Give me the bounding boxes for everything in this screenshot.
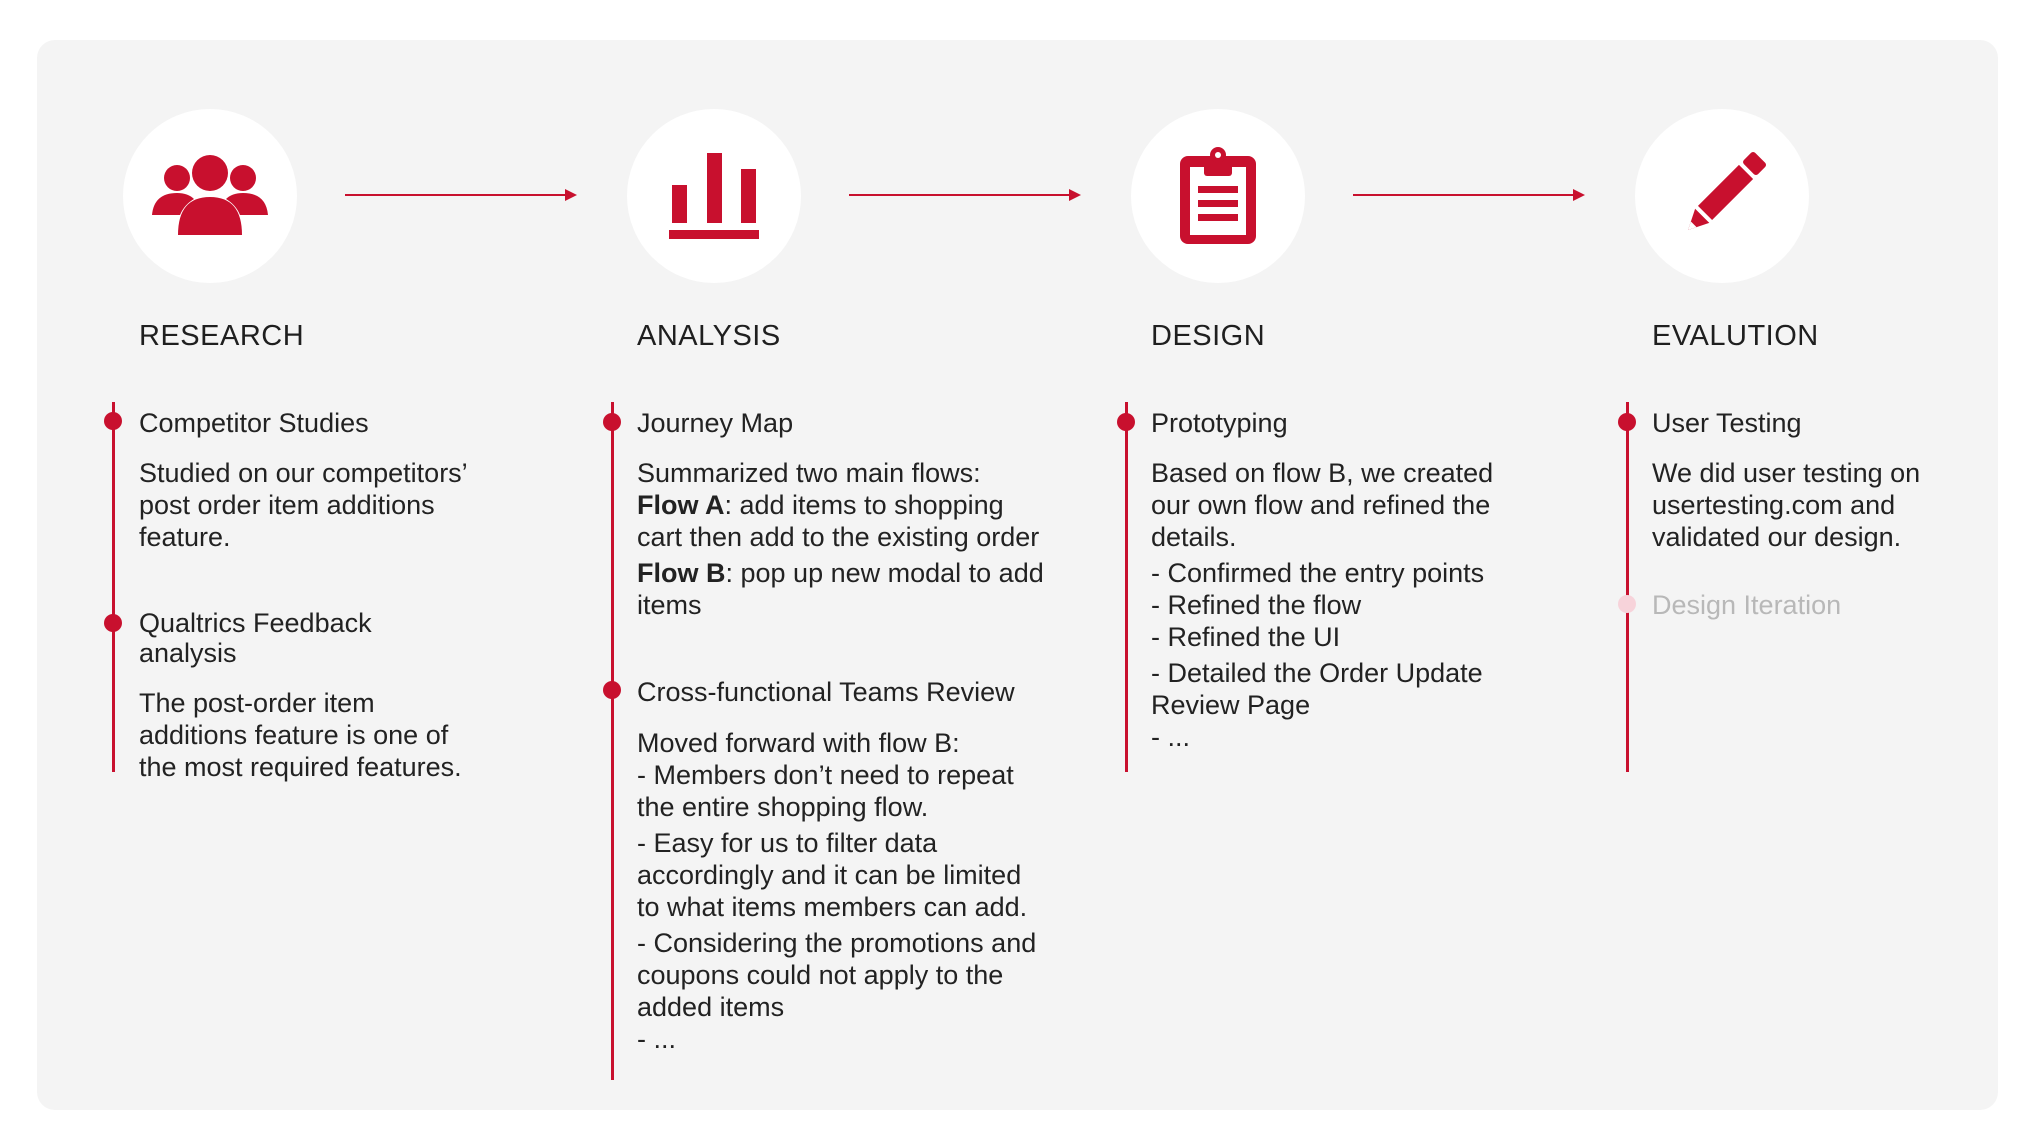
users-icon — [150, 151, 270, 241]
research-timeline — [112, 402, 115, 772]
evaluation-item-title-faded: Design Iteration — [1652, 590, 1842, 620]
bar-chart-icon — [669, 151, 759, 241]
stage-title-analysis: ANALYSIS — [637, 320, 781, 352]
evaluation-icon-circle — [1635, 109, 1809, 283]
evaluation-item-desc: We did user testing on usertesting.com and validated our design. — [1652, 458, 1921, 552]
timeline-dot — [1117, 413, 1135, 431]
research-icon-circle — [123, 109, 297, 283]
design-item-desc: Based on flow B, we created our own flow and refined the details. - Confirmed the entry points - Refined the flow - Refined the UI - Detailed the Order Update Review Page - ... — [1151, 458, 1494, 752]
analysis-item-desc: Moved forward with flow B: - Members don’t need to repeat the entire shopping flow. - Easy for us to filter data accordingly and it can be limited to what items members can add. - Considering the promotions and coupons could not apply to the added items - ... — [637, 728, 1037, 1054]
analysis-item-title: Cross-functional Teams Review — [637, 677, 1015, 707]
stage-title-evaluation: EVALUTION — [1652, 320, 1819, 352]
analysis-timeline — [611, 402, 614, 1080]
timeline-dot-faded — [1618, 595, 1636, 613]
timeline-dot — [603, 413, 621, 431]
analysis-item-desc: Summarized two main flows: Flow A: add items to shopping cart then add to the existing order Flow B: pop up new modal to add items — [637, 458, 1044, 620]
stage-title-design: DESIGN — [1151, 320, 1266, 352]
analysis-item-title: Journey Map — [637, 408, 794, 438]
clipboard-icon — [1176, 146, 1260, 246]
research-item-desc: The post-order item additions feature is one of the most required features. — [139, 688, 462, 782]
research-item-title: Competitor Studies — [139, 408, 369, 438]
evaluation-item-title: User Testing — [1652, 408, 1802, 438]
timeline-dot — [104, 614, 122, 632]
pencil-icon — [1674, 148, 1770, 244]
timeline-dot — [1618, 413, 1636, 431]
evaluation-timeline — [1626, 402, 1629, 772]
design-timeline — [1125, 402, 1128, 772]
design-item-title: Prototyping — [1151, 408, 1288, 438]
analysis-icon-circle — [627, 109, 801, 283]
arrow-analysis-to-design — [849, 188, 1081, 202]
design-icon-circle — [1131, 109, 1305, 283]
timeline-dot — [603, 681, 621, 699]
timeline-dot — [104, 412, 122, 430]
arrow-design-to-evaluation — [1353, 188, 1585, 202]
stage-title-research: RESEARCH — [139, 320, 305, 352]
research-item-desc: Studied on our competitors’ post order item additions feature. — [139, 458, 468, 552]
arrow-research-to-analysis — [345, 188, 577, 202]
research-item-title: Qualtrics Feedback analysis — [139, 608, 372, 668]
